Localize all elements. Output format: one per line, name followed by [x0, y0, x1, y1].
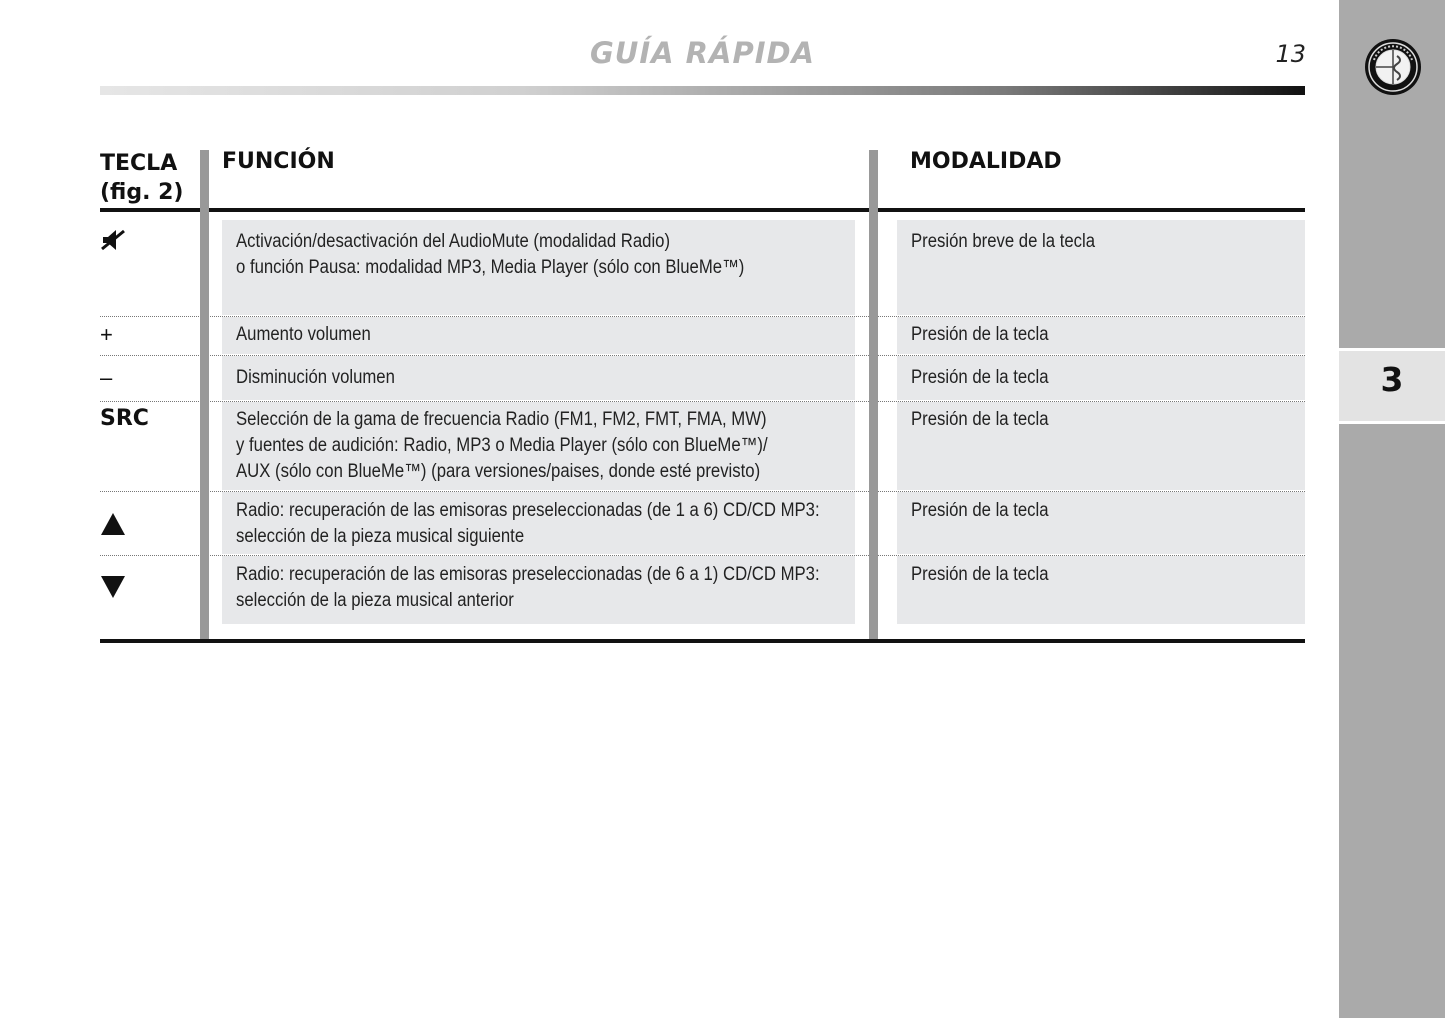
column-divider-left [200, 150, 209, 640]
triangle-up-icon [100, 512, 126, 536]
mode-text: Presión de la tecla [911, 500, 1049, 521]
section-tab-label[interactable]: 3 [1380, 360, 1404, 399]
column-heading-mode: MODALIDAD [910, 149, 1062, 174]
header-rule [100, 208, 1305, 212]
function-text: Disminución volumen [236, 367, 395, 388]
row-separator [100, 401, 1305, 402]
column-heading-key-label: TECLA [100, 151, 178, 176]
function-text: Selección de la gama de frecuencia Radio (FM1, FM2, FMT, FMA, MW) y fuentes de audición: Radio, MP3 o Media Player (sólo con BlueMe™)/ AUX (sólo con BlueMe™) (para versiones/paises, donde esté previsto) [236, 409, 768, 482]
triangle-down-icon [100, 575, 126, 599]
function-text: Activación/desactivación del AudioMute (modalidad Radio) o función Pausa: modalidad MP3, Media Player (sólo con BlueMe™) [236, 231, 745, 278]
row-separator [100, 355, 1305, 356]
page-title: GUÍA RÁPIDA [589, 36, 816, 70]
column-divider-right [869, 150, 878, 640]
mode-text: Presión de la tecla [911, 564, 1049, 585]
row-separator [100, 555, 1305, 556]
key-plus: + [100, 322, 113, 347]
row-separator [100, 316, 1305, 317]
side-tab-strip [1339, 0, 1445, 1018]
row-separator [100, 491, 1305, 492]
key-minus: – [100, 365, 113, 390]
mute-speaker-icon [100, 228, 126, 252]
column-heading-key-sub: (fig. 2) [100, 180, 184, 205]
header-gradient-bar [100, 86, 1305, 95]
page-number: 13 [1275, 40, 1306, 68]
function-text: Radio: recuperación de las emisoras preseleccionadas (de 1 a 6) CD/CD MP3: selección de la pieza musical siguiente [236, 500, 820, 547]
column-heading-key [100, 149, 184, 207]
function-text: Aumento volumen [236, 324, 371, 345]
key-src: SRC [100, 406, 149, 431]
column-heading-function: FUNCIÓN [222, 149, 335, 174]
mode-text: Presión de la tecla [911, 324, 1049, 345]
mode-text: Presión de la tecla [911, 367, 1049, 388]
function-text: Radio: recuperación de las emisoras preseleccionadas (de 6 a 1) CD/CD MP3: selección de la pieza musical anterior [236, 564, 820, 611]
bottom-rule [100, 639, 1305, 643]
mode-text: Presión de la tecla [911, 409, 1049, 430]
mode-text: Presión breve de la tecla [911, 231, 1096, 252]
